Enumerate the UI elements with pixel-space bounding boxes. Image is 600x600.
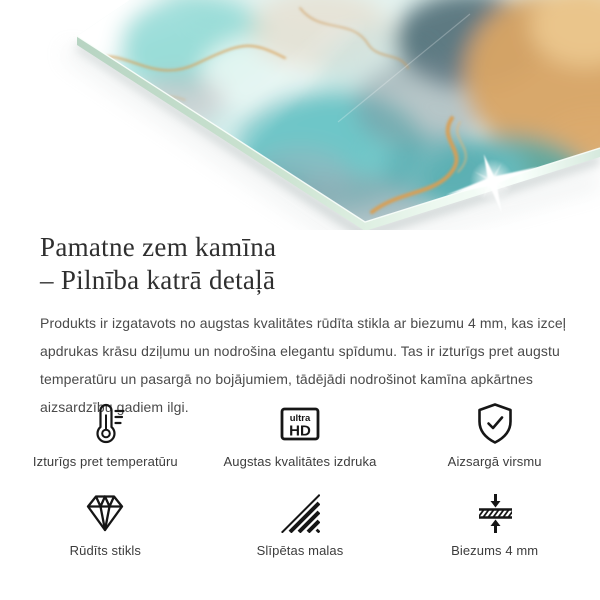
feature-polished-edges	[203, 489, 398, 558]
feature-label: Augstas kvalitātes izdruka	[223, 454, 377, 469]
ultra-hd-badge-top-text: ultra	[289, 413, 311, 424]
product-description: Produkts ir izgatavots no augstas kvalitātes rūdīta stikla ar biezumu 4 mm, kas izceļ apdrukas krāsu dziļumu un nodrošina elegantu spīdumu. Tas ir izturīgs pret augstu temperatūru un pasargā no bojājumiem, tādējādi nodrošinot kamīna apkārtnes aizsardzību gadiem ilgi.	[40, 315, 566, 415]
feature-thickness	[397, 489, 592, 558]
product-photo	[0, 0, 600, 230]
feature-label: Biezums 4 mm	[451, 543, 539, 558]
shield-check-icon	[471, 400, 519, 448]
feature-tempered-glass	[8, 489, 203, 558]
page-title-line2: – Pilnība katrā detaļā	[40, 265, 276, 295]
page-title-line1: Pamatne zem kamīna	[40, 232, 277, 262]
diamond-icon	[81, 489, 129, 537]
feature-label: Aizsargā virsmu	[447, 454, 542, 469]
glass-panel-art	[0, 0, 600, 230]
features-grid	[8, 400, 592, 558]
page-title	[40, 231, 276, 297]
feature-label: Slīpētas malas	[256, 543, 344, 558]
feature-label: Izturīgs pret temperatūru	[32, 454, 178, 469]
thickness-compress-icon	[471, 489, 519, 537]
thermometer-icon	[81, 400, 129, 448]
feature-print-quality	[203, 400, 398, 469]
ultra-hd-badge-bottom-text: HD	[289, 422, 311, 440]
beveled-edges-icon	[276, 489, 324, 537]
feature-temperature-resistant	[8, 400, 203, 469]
feature-label: Rūdīts stikls	[69, 543, 142, 558]
ultra-hd-badge-icon	[276, 400, 324, 448]
feature-surface-protection	[397, 400, 592, 469]
